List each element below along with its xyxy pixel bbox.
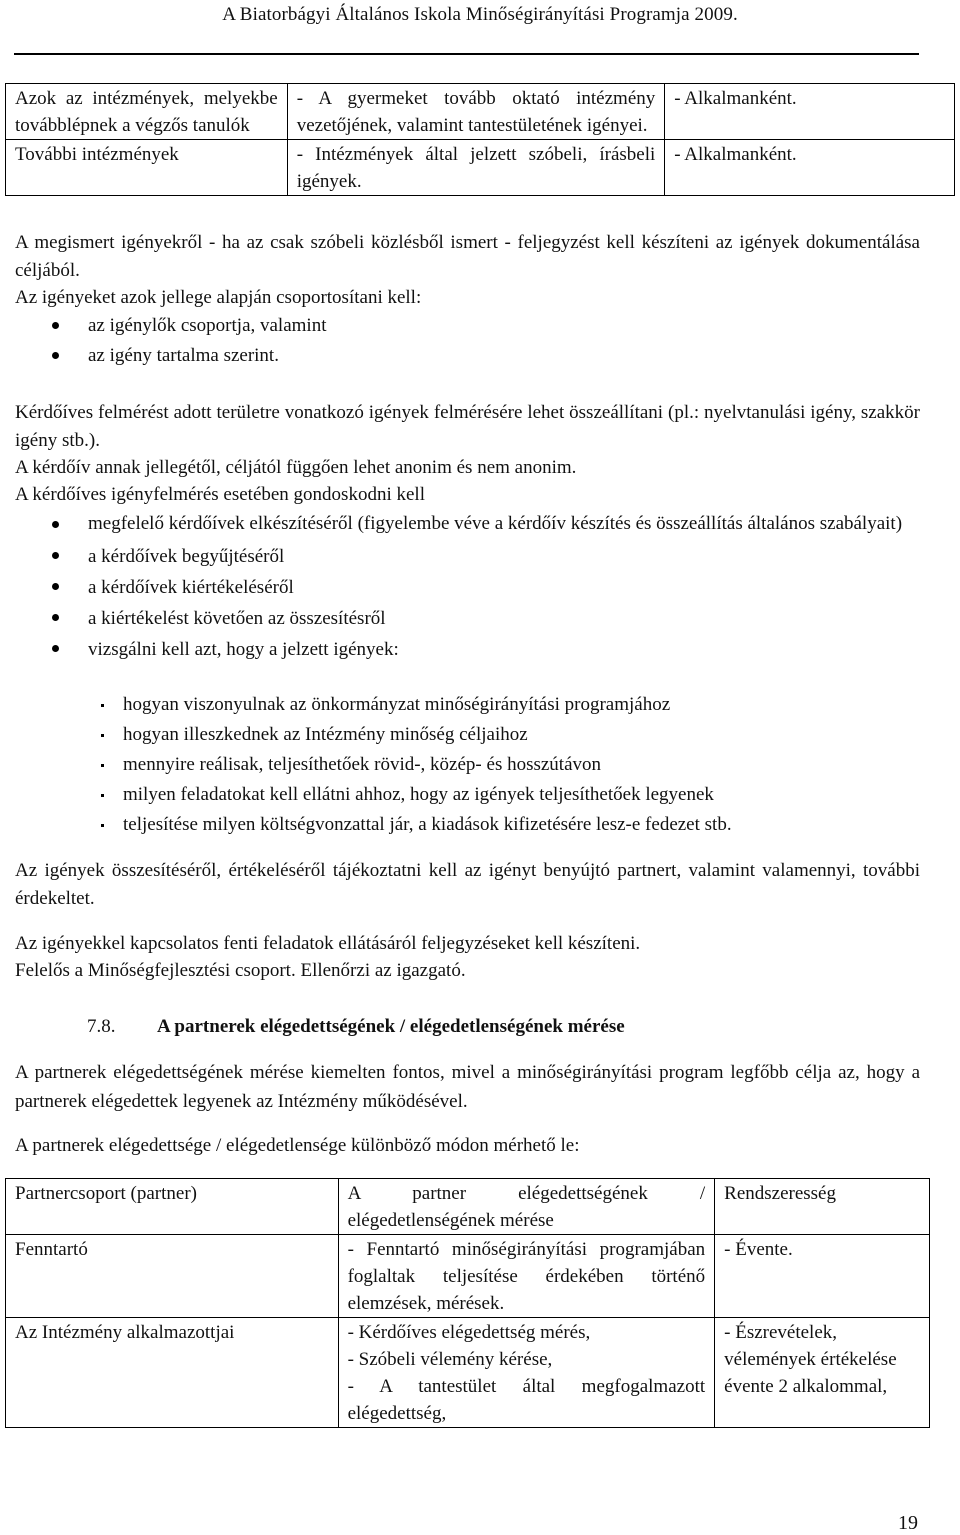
list-item [15,810,920,840]
bullet-icon [101,824,104,827]
list-item [15,780,920,810]
list-item-text: megfelelő kérdőívek elkészítéséről (figyelembe véve a kérdőív készítés és összeállítás általános szabályait) [88,513,903,534]
bullet-icon [52,521,59,528]
table-cell: - Észrevételek, vélemények értékelése évente 2 alkalommal, [715,1318,930,1428]
list-item [15,311,920,341]
list-item-text: milyen feladatokat kell ellátni ahhoz, hogy az igények teljesíthetőek legyenek [123,784,714,805]
list-item [15,572,920,603]
bullet-icon [52,322,59,329]
paragraph: Az igényeket azok jellege alapján csoportosítani kell: [15,287,422,308]
table-header-cell: Rendszeresség [715,1179,930,1235]
bullet-icon [101,704,104,707]
list-item [15,720,920,750]
paragraph: A megismert igényekről - ha az csak szóbeli közlésből ismert - feljegyzést kell készíteni az igények dokumentálása céljából. [15,232,920,281]
list-item-text: mennyire reálisak, teljesíthetőek rövid-, közép- és hosszútávon [123,754,602,775]
satisfaction-table [5,1178,930,1428]
list-item-text: vizsgálni kell azt, hogy a jelzett igények: [88,638,399,660]
bullet-list [15,311,920,371]
table-cell [338,1318,715,1428]
bullet-list [15,510,920,665]
section-heading [87,1013,625,1041]
section-title: A partnerek elégedettségének / elégedetlenségének mérése [157,1016,625,1037]
list-item [15,341,920,371]
bullet-icon [52,583,59,590]
table-row [6,140,955,196]
table-cell: - Alkalmanként. [665,84,955,140]
table-cell: - Évente. [715,1235,930,1318]
cell-line: - Kérdőíves elégedettség mérés, [347,1322,591,1343]
table-row [6,1318,930,1428]
table-cell: - Alkalmanként. [665,140,955,196]
paragraph: A kérdőíves igényfelmérés esetében gondoskodni kell [15,484,425,505]
paragraph: Felelős a Minőségfejlesztési csoport. Ellenőrzi az igazgató. [15,960,466,981]
bullet-icon [101,764,104,767]
section-number: 7.8. [87,1016,116,1037]
table-cell [338,1235,715,1318]
paragraph: Kérdőíves felmérést adott területre vonatkozó igények felmérésére lehet összeállítani (pl.: nyelvtanulási igény, szakkör igény stb.). [15,402,920,451]
paragraph: Az igények összesítéséről, értékeléséről tájékoztatni kell az igényt benyújtó partnert, valamint valamennyi, további érdekeltet. [15,860,920,909]
list-item-text: a kiértékelést követően az összesítésről [88,607,386,629]
bullet-icon [52,552,59,559]
needs-table [5,83,955,196]
list-item-text: teljesítése milyen költségvonzattal jár, a kiadások kifizetésére lesz-e fedezet stb. [123,814,732,835]
table-row [6,84,955,140]
list-item [15,603,920,634]
cell-line: - Fenntartó minőségirányítási programjában foglaltak teljesítése érdekében történő elemzések, mérések. [347,1239,706,1314]
bullet-icon [52,352,59,359]
bullet-icon [101,794,104,797]
table-cell: Azok az intézmények, melyekbe továbblépnek a végzős tanulók [6,84,288,140]
list-item-text: a kérdőívek begyűjtéséről [88,545,285,567]
list-item-text: hogyan illeszkednek az Intézmény minőség céljaihoz [123,724,528,745]
bullet-icon [101,734,104,737]
list-item-text: az igénylők csoportja, valamint [88,315,327,336]
cell-line: - Szóbeli vélemény kérése, [347,1349,553,1370]
table-header-row [6,1179,930,1235]
paragraph: A partnerek elégedettsége / elégedetlensége különböző módon mérhető le: [15,1135,580,1156]
list-item [15,690,920,720]
page-header: A Biatorbágyi Általános Iskola Minőségirányítási Programja 2009. [222,4,738,25]
table-row [6,1235,930,1318]
list-item-text: hogyan viszonyulnak az önkormányzat minőségirányítási programjához [123,694,671,715]
list-item-text: az igény tartalma szerint. [88,345,279,366]
list-item [15,750,920,780]
list-item [15,634,920,665]
bullet-icon [52,645,59,652]
paragraph: A kérdőív annak jellegétől, céljától függően lehet anonim és nem anonim. [15,457,577,478]
cell-line: - A tantestület által megfogalmazott elégedettség, [347,1376,706,1424]
table-cell: Az Intézmény alkalmazottjai [6,1318,339,1428]
table-cell: Fenntartó [6,1235,339,1318]
list-item-text: a kérdőívek kiértékeléséről [88,576,294,598]
table-header-cell: Partnercsoport (partner) [6,1179,339,1235]
list-item [15,541,920,572]
table-cell: További intézmények [6,140,288,196]
bullet-icon [52,614,59,621]
paragraph: A partnerek elégedettségének mérése kiemelten fontos, mivel a minőségirányítási program legfőbb célja az, hogy a partnerek elégedettek legyenek az Intézmény működésével. [15,1062,920,1112]
header-divider [14,53,919,55]
list-item [15,510,920,541]
page-number: 19 [898,1512,918,1534]
table-cell: - Intézmények által jelzett szóbeli, írásbeli igények. [287,140,665,196]
sub-bullet-list [15,690,920,840]
table-header-cell: A partner elégedettségének / elégedetlenségének mérése [338,1179,715,1235]
table-cell: - A gyermeket tovább oktató intézmény vezetőjének, valamint tantestületének igényei. [287,84,665,140]
paragraph: Az igényekkel kapcsolatos fenti feladatok ellátásáról feljegyzéseket kell készíteni. [15,933,641,954]
